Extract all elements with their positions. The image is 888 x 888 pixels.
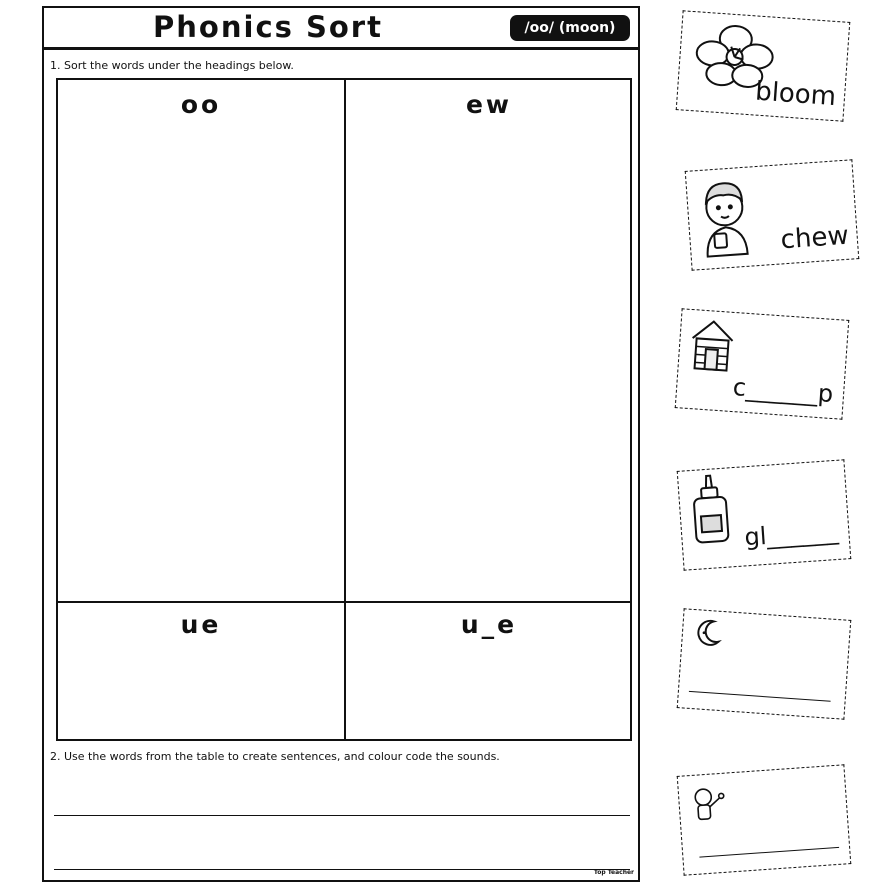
worksheet — [42, 6, 640, 882]
instruction-1: 1. Sort the words under the headings below. — [50, 59, 294, 72]
card-answer-line[interactable] — [689, 690, 831, 701]
word-card-bloom[interactable] — [676, 10, 851, 121]
child-eating-icon — [692, 173, 758, 259]
word-card-astronaut[interactable] — [677, 764, 852, 875]
heading-ew: ew — [465, 90, 513, 119]
word-card-moon[interactable] — [677, 608, 852, 719]
card-word: c______p — [731, 373, 835, 408]
heading-u-e: u_e — [460, 610, 518, 639]
writing-line[interactable] — [54, 815, 630, 816]
word-card-chew[interactable] — [685, 159, 860, 270]
sound-badge: /oo/ (moon) — [510, 15, 630, 41]
card-answer-line[interactable] — [699, 846, 839, 857]
table-divider-vertical — [344, 80, 346, 739]
heading-oo: oo — [180, 90, 222, 119]
heading-ue: ue — [180, 610, 222, 639]
page-title: Phonics Sort — [153, 10, 383, 44]
moon-icon — [692, 616, 724, 648]
card-word: bloom — [754, 76, 838, 113]
credit-text: Top Teacher — [593, 869, 634, 876]
title-bar — [44, 8, 638, 50]
astronaut-icon — [688, 783, 731, 826]
glue-bottle-icon — [686, 472, 735, 547]
word-card-glue[interactable] — [677, 459, 852, 570]
coop-icon — [686, 316, 738, 375]
card-word: gl______ — [743, 516, 840, 552]
word-card-coop[interactable] — [675, 308, 850, 419]
table-divider-horizontal — [58, 601, 630, 603]
sort-table — [56, 78, 632, 741]
card-word: chew — [779, 220, 850, 256]
writing-line[interactable] — [54, 869, 630, 870]
instruction-2: 2. Use the words from the table to create sentences, and colour code the sounds. — [50, 750, 500, 763]
